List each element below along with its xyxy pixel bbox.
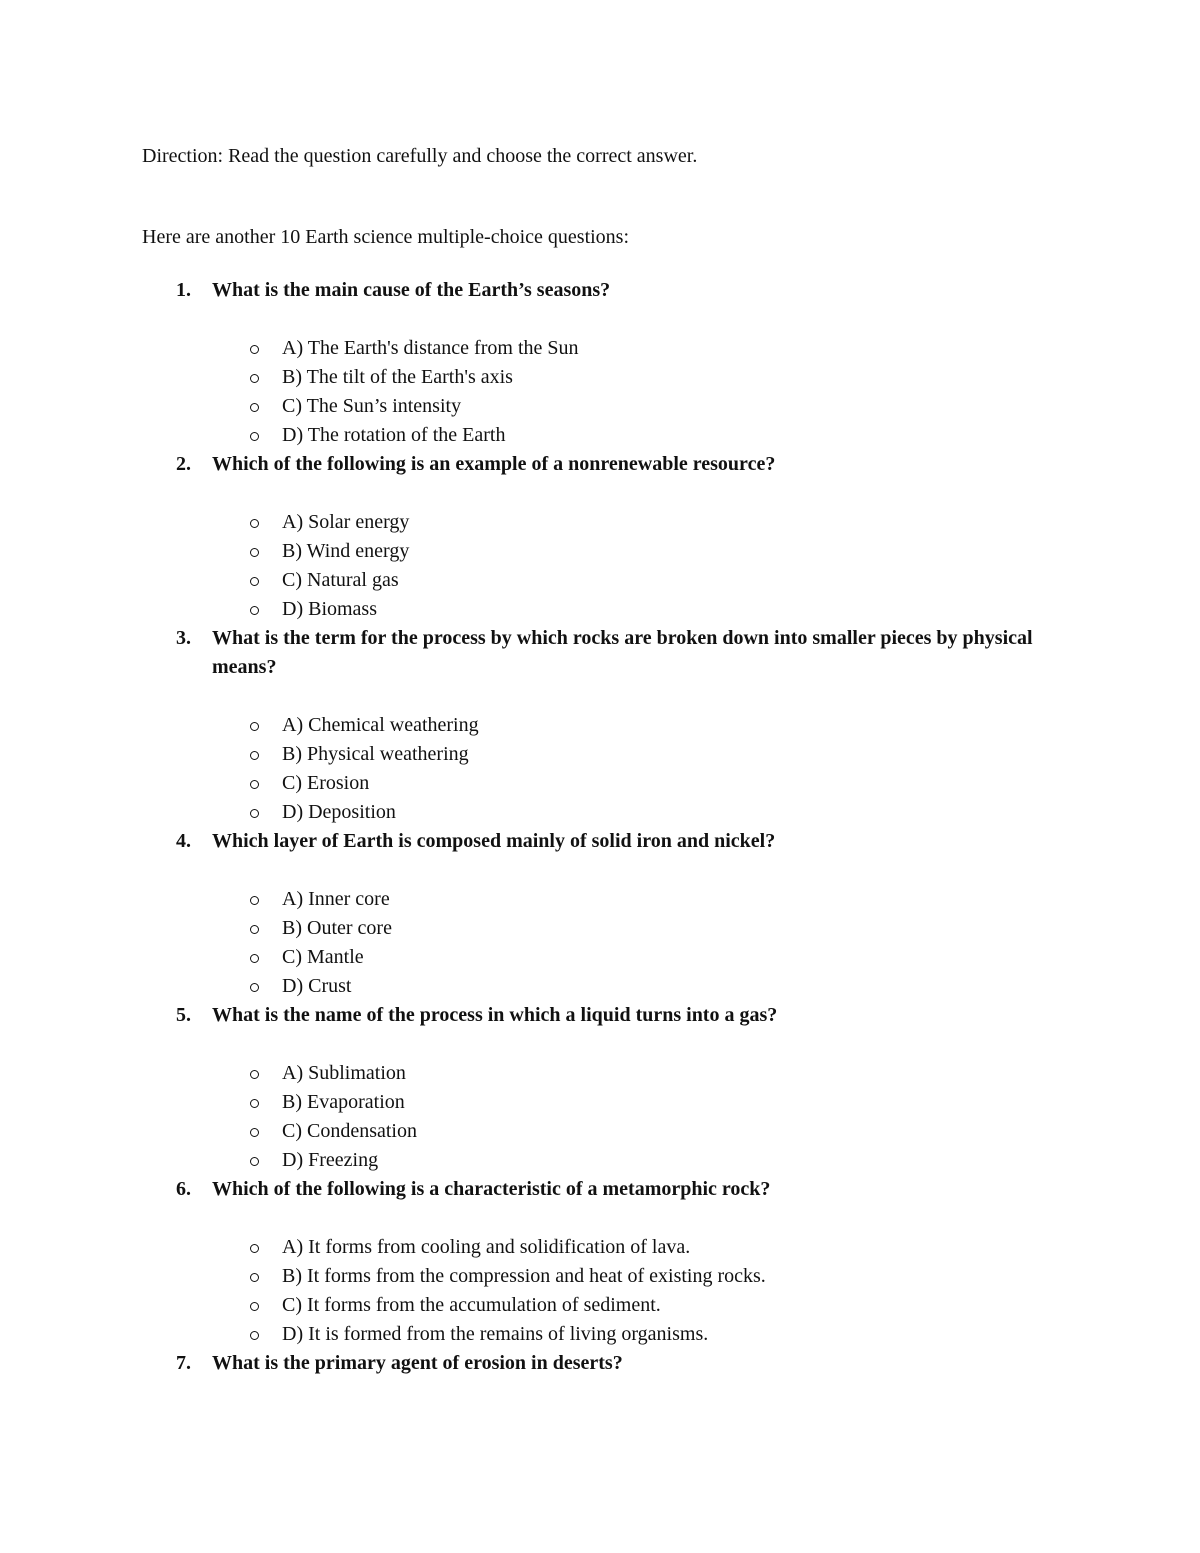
question-item	[142, 450, 1062, 624]
answer-option	[142, 595, 1062, 624]
answer-option-text: C) Erosion	[282, 772, 370, 794]
question-item	[142, 827, 1062, 1001]
circle-bullet-icon	[250, 896, 259, 905]
question-text: Which layer of Earth is composed mainly of solid iron and nickel?	[212, 830, 776, 852]
answer-option	[142, 1088, 1062, 1117]
answer-option	[142, 1262, 1062, 1291]
answer-option-text: D) Freezing	[282, 1149, 379, 1171]
circle-bullet-icon	[250, 780, 259, 789]
circle-bullet-icon	[250, 345, 259, 354]
question-item	[142, 276, 1062, 450]
answer-option	[142, 508, 1062, 537]
answer-option-text: A) Chemical weathering	[282, 714, 479, 736]
answer-option	[142, 1117, 1062, 1146]
answer-option	[142, 1320, 1062, 1349]
circle-bullet-icon	[250, 925, 259, 934]
answer-option	[142, 1291, 1062, 1320]
circle-bullet-icon	[250, 1331, 259, 1340]
answer-option-text: B) Evaporation	[282, 1091, 405, 1113]
circle-bullet-icon	[250, 519, 259, 528]
question-number: 4.	[176, 830, 191, 852]
circle-bullet-icon	[250, 1302, 259, 1311]
answer-option	[142, 769, 1062, 798]
question-number: 1.	[176, 279, 191, 301]
answer-option	[142, 421, 1062, 450]
circle-bullet-icon	[250, 432, 259, 441]
circle-bullet-icon	[250, 548, 259, 557]
answer-option-text: D) Deposition	[282, 801, 396, 823]
answer-options	[142, 1059, 1062, 1175]
answer-option-text: C) It forms from the accumulation of sediment.	[282, 1294, 661, 1316]
question-text: What is the primary agent of erosion in deserts?	[212, 1352, 623, 1374]
question-item	[142, 1349, 1062, 1378]
answer-option-text: C) Condensation	[282, 1120, 417, 1142]
answer-option	[142, 363, 1062, 392]
answer-option-text: D) Biomass	[282, 598, 377, 620]
answer-options	[142, 334, 1062, 450]
question-text: What is the name of the process in which a liquid turns into a gas?	[212, 1004, 778, 1026]
answer-options	[142, 508, 1062, 624]
question-text: Which of the following is an example of a nonrenewable resource?	[212, 453, 776, 475]
answer-options	[142, 711, 1062, 827]
answer-option	[142, 537, 1062, 566]
circle-bullet-icon	[250, 577, 259, 586]
answer-options	[142, 1233, 1062, 1349]
circle-bullet-icon	[250, 403, 259, 412]
answer-option-text: B) Wind energy	[282, 540, 410, 562]
circle-bullet-icon	[250, 606, 259, 615]
answer-option-text: B) It forms from the compression and heat of existing rocks.	[282, 1265, 766, 1287]
answer-option-text: A) Inner core	[282, 888, 390, 910]
question-text: What is the main cause of the Earth’s seasons?	[212, 279, 611, 301]
answer-option-text: A) The Earth's distance from the Sun	[282, 337, 579, 359]
answer-option	[142, 392, 1062, 421]
circle-bullet-icon	[250, 1128, 259, 1137]
circle-bullet-icon	[250, 374, 259, 383]
answer-options	[142, 885, 1062, 1001]
question-number: 6.	[176, 1178, 191, 1200]
circle-bullet-icon	[250, 983, 259, 992]
circle-bullet-icon	[250, 809, 259, 818]
circle-bullet-icon	[250, 722, 259, 731]
circle-bullet-icon	[250, 1244, 259, 1253]
answer-option	[142, 1146, 1062, 1175]
answer-option	[142, 711, 1062, 740]
answer-option	[142, 1233, 1062, 1262]
circle-bullet-icon	[250, 751, 259, 760]
answer-option-text: A) Sublimation	[282, 1062, 406, 1084]
question-item	[142, 1001, 1062, 1175]
answer-option	[142, 972, 1062, 1001]
answer-option	[142, 1059, 1062, 1088]
question-number: 3.	[176, 627, 191, 649]
answer-option	[142, 566, 1062, 595]
answer-option-text: A) It forms from cooling and solidification of lava.	[282, 1236, 691, 1258]
intro-text: Here are another 10 Earth science multiple-choice questions:	[142, 226, 630, 248]
answer-option-text: C) Natural gas	[282, 569, 399, 591]
question-number: 5.	[176, 1004, 191, 1026]
circle-bullet-icon	[250, 1070, 259, 1079]
circle-bullet-icon	[250, 1099, 259, 1108]
question-number: 2.	[176, 453, 191, 475]
question-list	[142, 276, 1062, 1378]
answer-option-text: C) Mantle	[282, 946, 364, 968]
answer-option	[142, 798, 1062, 827]
answer-option-text: B) Physical weathering	[282, 743, 469, 765]
answer-option	[142, 885, 1062, 914]
answer-option	[142, 334, 1062, 363]
question-text: What is the term for the process by which rocks are broken down into smaller pieces by physical means?	[212, 627, 1033, 678]
circle-bullet-icon	[250, 1157, 259, 1166]
answer-option	[142, 943, 1062, 972]
answer-option-text: A) Solar energy	[282, 511, 410, 533]
answer-option-text: D) The rotation of the Earth	[282, 424, 506, 446]
direction-text: Direction: Read the question carefully and choose the correct answer.	[142, 145, 698, 167]
answer-option-text: D) Crust	[282, 975, 352, 997]
circle-bullet-icon	[250, 1273, 259, 1282]
answer-option-text: D) It is formed from the remains of living organisms.	[282, 1323, 709, 1345]
answer-option	[142, 740, 1062, 769]
question-text: Which of the following is a characteristic of a metamorphic rock?	[212, 1178, 771, 1200]
question-item	[142, 624, 1062, 827]
circle-bullet-icon	[250, 954, 259, 963]
answer-option-text: B) The tilt of the Earth's axis	[282, 366, 513, 388]
answer-option-text: B) Outer core	[282, 917, 392, 939]
question-number: 7.	[176, 1352, 191, 1374]
answer-option-text: C) The Sun’s intensity	[282, 395, 462, 417]
answer-option	[142, 914, 1062, 943]
question-item	[142, 1175, 1062, 1349]
